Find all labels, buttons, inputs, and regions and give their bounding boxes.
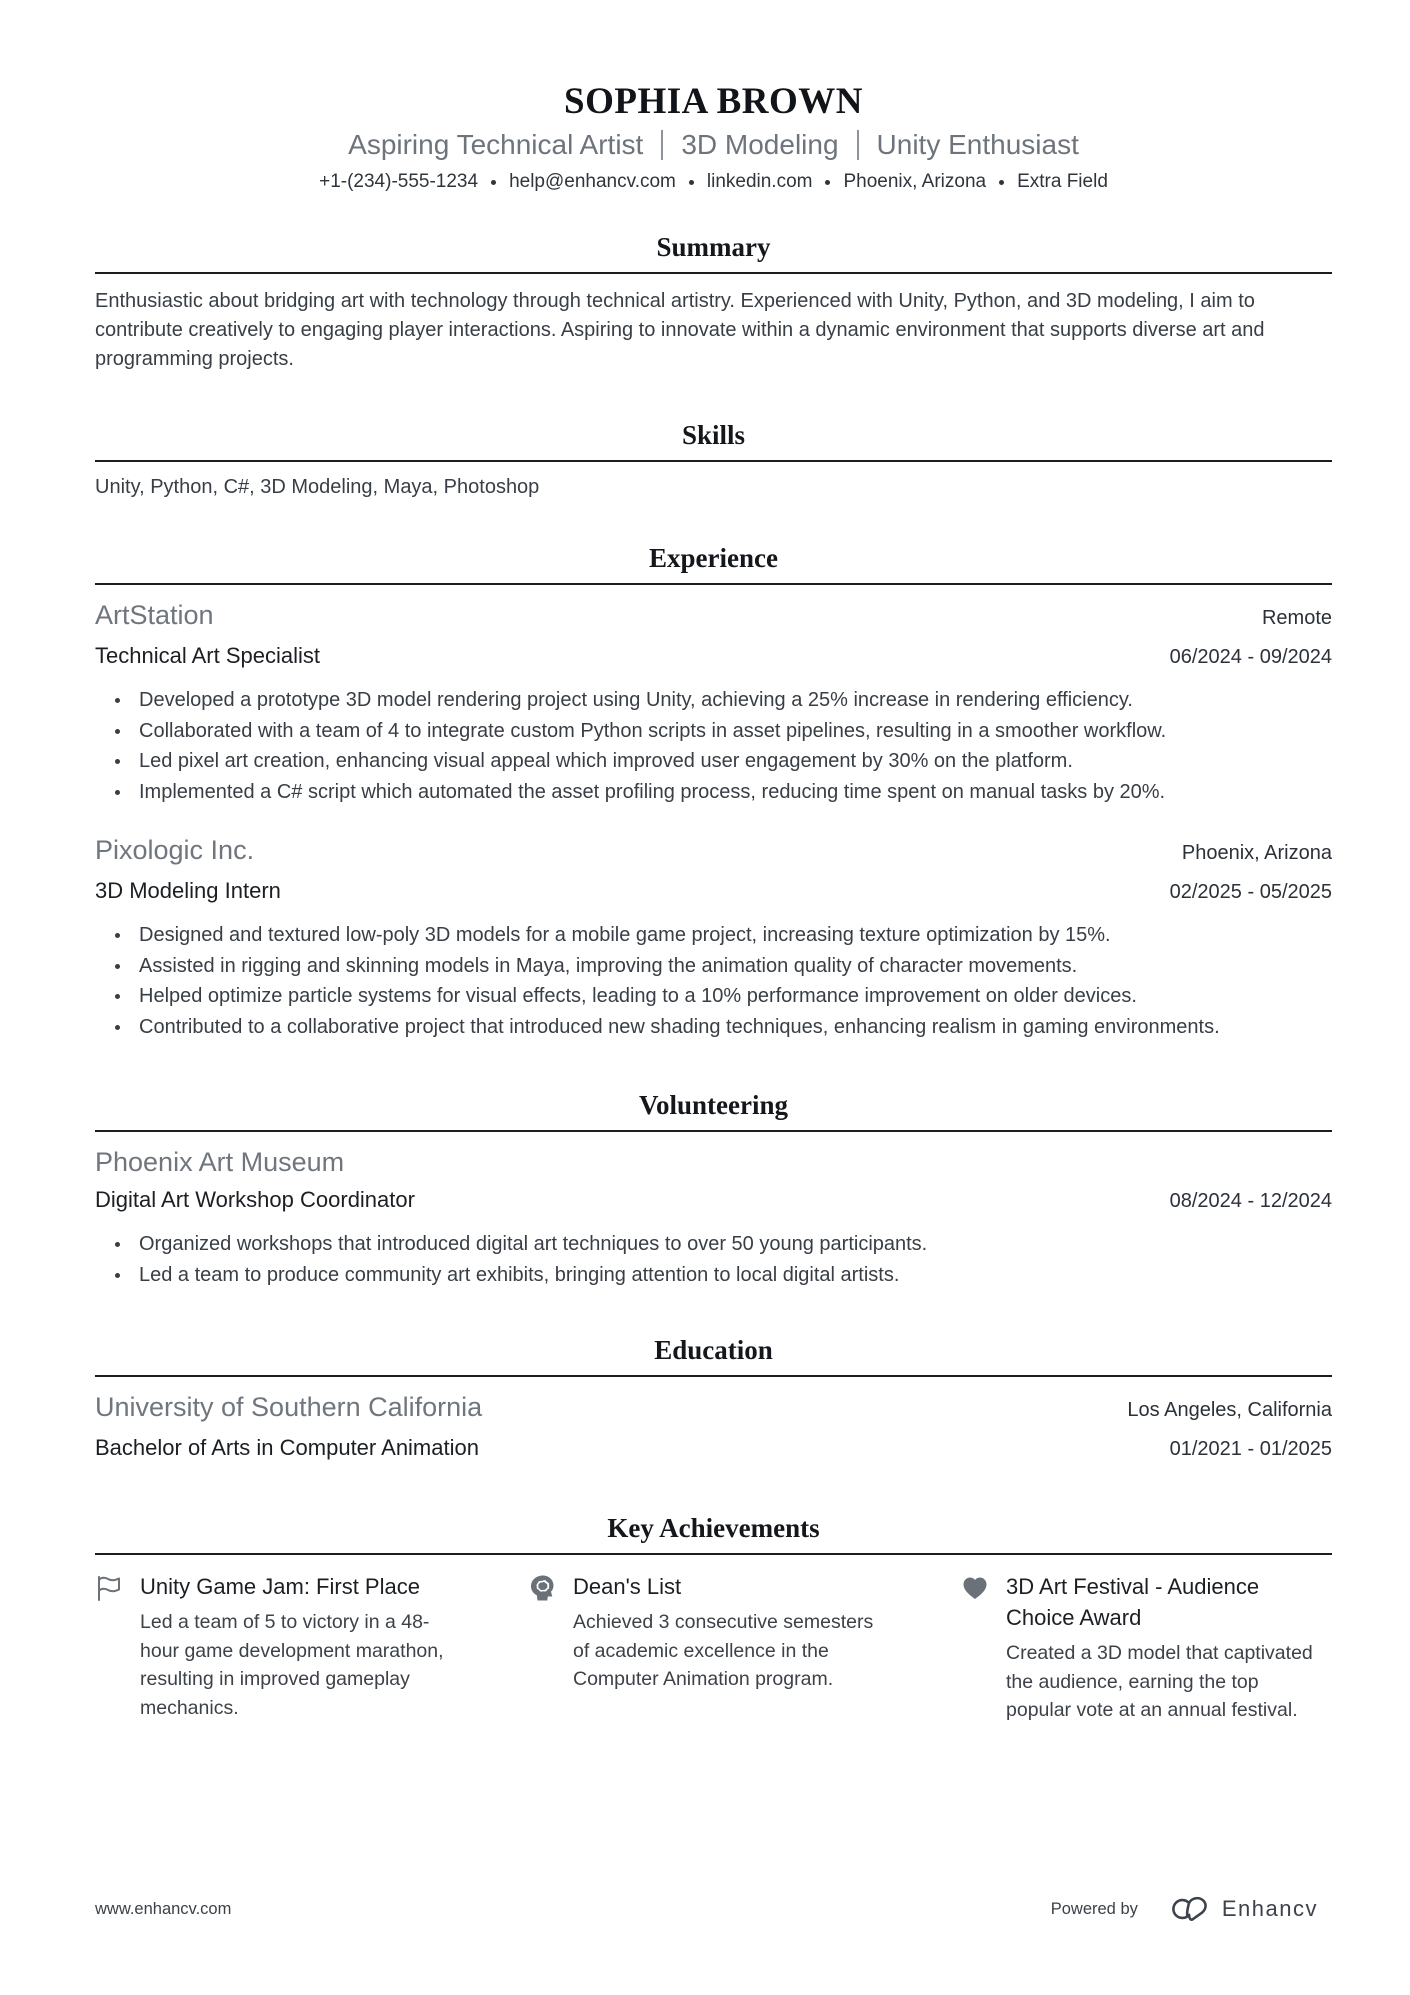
summary-title: Summary — [656, 232, 771, 262]
headline-part-1: Aspiring Technical Artist — [348, 129, 644, 160]
volunteer-bullet: Organized workshops that introduced digital art techniques to over 50 young participants. — [95, 1229, 1332, 1260]
job-bullet-list — [95, 920, 1332, 1042]
job-bullet: Assisted in rigging and skinning models in Maya, improving the animation quality of character movements. — [95, 951, 1332, 982]
contact-line — [95, 169, 1332, 195]
experience-title: Experience — [649, 543, 778, 573]
mind-icon — [528, 1574, 556, 1602]
school-location: Los Angeles, California — [1127, 1399, 1332, 1421]
volunteer-bullet: Led a team to produce community art exhibits, bringing attention to local digital artists. — [95, 1260, 1332, 1291]
headline-part-3: Unity Enthusiast — [876, 129, 1079, 160]
contact-linkedin[interactable]: linkedin.com — [706, 171, 813, 192]
section-summary — [95, 231, 1332, 374]
achievement-game-jam — [95, 1571, 466, 1725]
dot-separator — [825, 180, 830, 185]
section-achievements — [95, 1512, 1332, 1725]
section-divider — [95, 583, 1332, 585]
achievements-grid — [95, 1571, 1332, 1725]
section-volunteering — [95, 1089, 1332, 1290]
organization-name: Phoenix Art Museum — [95, 1147, 345, 1177]
volunteer-dates: 08/2024 - 12/2024 — [1169, 1190, 1332, 1212]
entry-header-row — [95, 832, 1332, 872]
headline-separator — [661, 130, 663, 160]
achievement-text: Created a 3D model that captivated the audience, earning the top popular vote at an annual festival. — [1006, 1642, 1313, 1721]
powered-by-label: Powered by — [1050, 1899, 1138, 1918]
dot-separator — [999, 180, 1004, 185]
section-divider — [95, 460, 1332, 462]
education-entry — [95, 1389, 1332, 1468]
skills-list: Unity, Python, C#, 3D Modeling, Maya, Photoshop — [95, 476, 540, 498]
job-bullet: Designed and textured low-poly 3D models for a mobile game project, increasing texture optimization by 15%. — [95, 920, 1332, 951]
experience-entry-artstation — [95, 597, 1332, 807]
achievement-art-festival — [961, 1571, 1332, 1725]
flag-icon — [95, 1574, 123, 1602]
achievement-title: 3D Art Festival - Audience Choice Award — [1006, 1574, 1260, 1630]
job-bullet: Contributed to a collaborative project that introduced new shading techniques, enhancing realism in gaming environments. — [95, 1012, 1332, 1043]
contact-phone: +1-(234)-555-1234 — [319, 171, 479, 192]
section-skills — [95, 419, 1332, 501]
section-education — [95, 1334, 1332, 1468]
job-bullet: Led pixel art creation, enhancing visual appeal which improved user engagement by 30% on the platform. — [95, 746, 1332, 777]
footer — [95, 1894, 1318, 1924]
section-experience — [95, 542, 1332, 1042]
entry-role-row — [95, 1429, 1332, 1468]
job-dates: 06/2024 - 09/2024 — [1169, 646, 1332, 668]
section-divider — [95, 1130, 1332, 1132]
school-name: University of Southern California — [95, 1392, 483, 1422]
volunteering-title: Volunteering — [638, 1090, 788, 1120]
contact-location: Phoenix, Arizona — [843, 171, 987, 192]
job-dates: 02/2025 - 05/2025 — [1169, 881, 1332, 903]
job-title: Technical Art Specialist — [95, 643, 320, 668]
job-title: 3D Modeling Intern — [95, 878, 281, 903]
dot-separator — [491, 180, 496, 185]
summary-text: Enthusiastic about bridging art with technology through technical artistry. Experienced with Unity, Python, and 3D modeling, I aim to contribute creatively to engaging player interactions. Aspiring to innovate within a dynamic environment that supports diverse art and programming projects. — [95, 290, 1265, 370]
enhancv-brand-name: Enhancv — [1221, 1896, 1318, 1921]
entry-header-row — [95, 597, 1332, 637]
achievement-text: Achieved 3 consecutive semesters of academic excellence in the Computer Animation program. — [573, 1611, 874, 1690]
contact-email[interactable]: help@enhancv.com — [509, 171, 676, 192]
job-location: Phoenix, Arizona — [1181, 842, 1332, 864]
job-bullet: Helped optimize particle systems for visual effects, leading to a 10% performance improvement on older devices. — [95, 981, 1332, 1012]
job-bullet: Developed a prototype 3D model rendering project using Unity, achieving a 25% increase in rendering efficiency. — [95, 685, 1332, 716]
achievement-title: Unity Game Jam: First Place — [140, 1574, 420, 1599]
volunteering-entry — [95, 1144, 1332, 1290]
section-divider — [95, 1553, 1332, 1555]
headline-part-2: 3D Modeling — [681, 129, 839, 160]
achievement-text: Led a team of 5 to victory in a 48-hour game development marathon, resulting in improved gameplay mechanics. — [140, 1611, 444, 1719]
headline-separator — [857, 130, 859, 160]
achievements-title: Key Achievements — [607, 1513, 820, 1543]
volunteer-role: Digital Art Workshop Coordinator — [95, 1187, 415, 1212]
footer-website-link[interactable]: www.enhancv.com — [95, 1899, 232, 1918]
powered-by-group — [1051, 1894, 1318, 1924]
entry-header-row — [95, 1389, 1332, 1429]
dot-separator — [689, 180, 694, 185]
section-divider — [95, 272, 1332, 274]
entry-role-row — [95, 1181, 1332, 1220]
job-bullet: Collaborated with a team of 4 to integrate custom Python scripts in asset pipelines, resulting in a smoother workflow. — [95, 716, 1332, 747]
candidate-name: SOPHIA BROWN — [564, 81, 863, 122]
degree-name: Bachelor of Arts in Computer Animation — [95, 1435, 479, 1460]
job-location: Remote — [1261, 607, 1332, 629]
achievement-deans-list — [528, 1571, 899, 1725]
education-dates: 01/2021 - 01/2025 — [1169, 1438, 1332, 1460]
headline — [95, 126, 1332, 164]
job-bullet: Implemented a C# script which automated the asset profiling process, reducing time spent on manual tasks by 20%. — [95, 777, 1332, 808]
company-name: Pixologic Inc. — [95, 835, 255, 865]
education-title: Education — [654, 1335, 773, 1365]
entry-header-row — [95, 1144, 1332, 1181]
company-name: ArtStation — [95, 600, 214, 630]
heart-icon — [961, 1574, 989, 1602]
contact-extra-field: Extra Field — [1017, 171, 1108, 192]
achievement-title: Dean's List — [573, 1574, 682, 1599]
header — [95, 80, 1332, 195]
experience-entry-pixologic — [95, 832, 1332, 1042]
enhancv-logo-icon — [1166, 1894, 1212, 1924]
section-divider — [95, 1375, 1332, 1377]
entry-role-row — [95, 872, 1332, 911]
entry-role-row — [95, 637, 1332, 676]
job-bullet-list — [95, 685, 1332, 807]
skills-title: Skills — [681, 420, 746, 450]
volunteer-bullet-list — [95, 1229, 1332, 1290]
